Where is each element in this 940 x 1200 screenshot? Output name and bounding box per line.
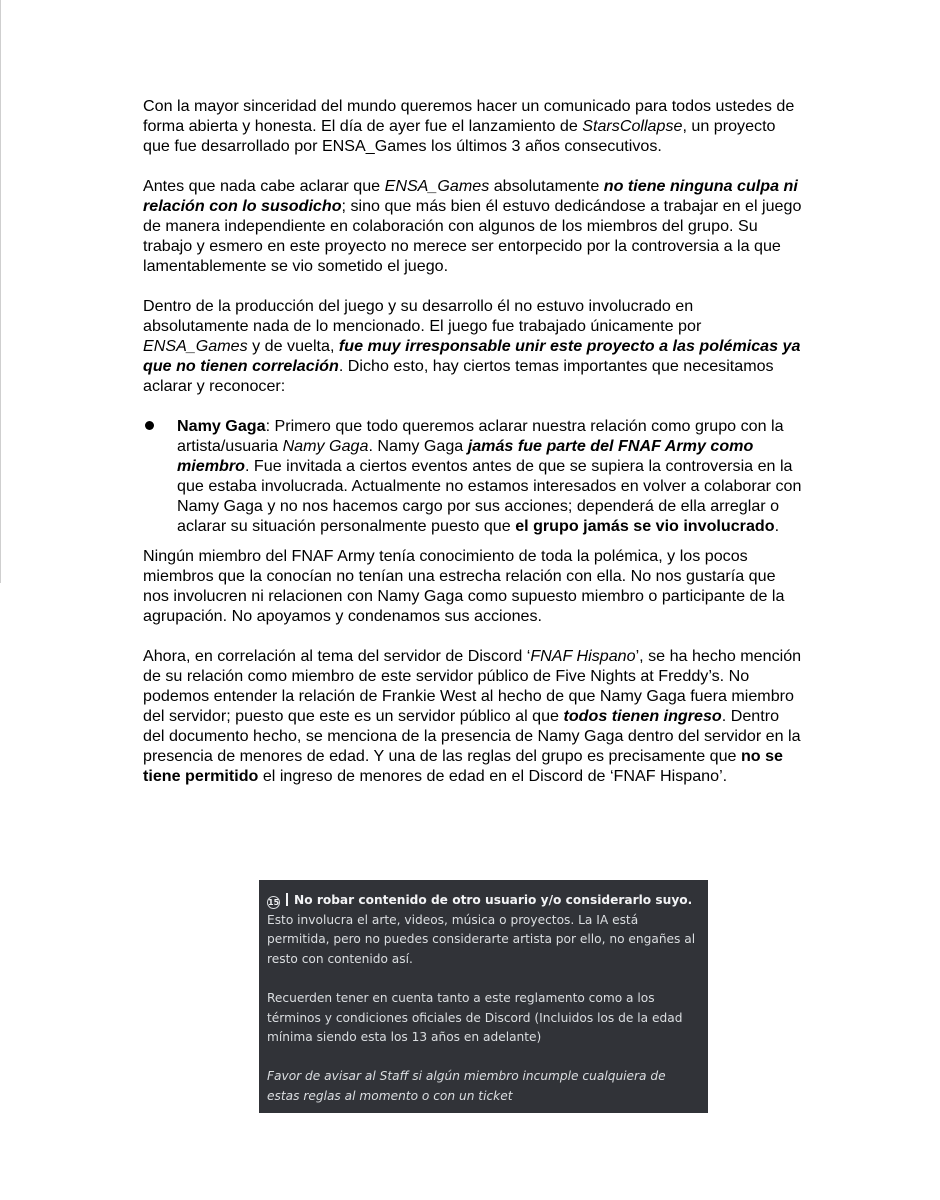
- text: , un proyecto que fue desarrollado por ENSA_Games los últimos 3 años consecutivos.: [143, 117, 776, 155]
- rule-heading: [267, 893, 692, 907]
- text: Antes que nada cabe aclarar que: [143, 177, 385, 195]
- page-left-edge: [0, 0, 1, 583]
- discord-rules-screenshot: [259, 880, 708, 1113]
- number-circle-icon: 15: [268, 898, 280, 907]
- artist-name: Namy Gaga: [282, 437, 369, 455]
- text: . Dicho esto, hay ciertos temas importantes que necesitamos aclarar y reconocer:: [143, 357, 774, 395]
- emphasis-text: no tiene ninguna culpa ni relación con lo susodicho: [143, 177, 798, 215]
- document-page: [143, 96, 803, 806]
- emphasis-text: no se tiene permitido: [143, 747, 783, 785]
- bullet-list: [143, 416, 803, 536]
- paragraph-announcement: [143, 96, 803, 156]
- paragraph-ensa-games: [143, 176, 803, 276]
- rule-body: Esto involucra el arte, videos, música o proyectos. La IA está permitida, pero no puedes considerarte artista por ello, no engañes al resto con contenido así.: [267, 912, 696, 966]
- paragraph-production: [143, 296, 803, 396]
- text: . Namy Gaga: [368, 437, 468, 455]
- game-title: StarsCollapse: [582, 117, 683, 135]
- rule-separator: [286, 893, 288, 906]
- text: . Fue invitada a ciertos eventos antes de que se supiera la controversia en la que estaba involucrada. Actualmente no estamos interesados en volver a colaborar con Namy Gaga y no nos hacemos cargo por sus acciones; dependerá de ella arreglar o aclarar su situación personalmente puesto que: [177, 457, 802, 535]
- text: Ningún miembro del FNAF Army tenía conocimiento de toda la polémica, y los pocos miembros que la conocían no tenían una estrecha relación con ella. No nos gustaría que nos involucren ni relacionen con Namy Gaga como supuesto miembro o participante de la agrupación. No apoyamos y condenamos sus acciones.: [143, 547, 785, 625]
- emphasis-text: jamás fue parte del FNAF Army como miembro: [177, 437, 754, 475]
- text: .: [774, 517, 780, 535]
- rule-15: [267, 891, 700, 969]
- emphasis-text: el grupo jamás se vio involucrado: [515, 517, 775, 535]
- emphasis-text: fue muy irresponsable unir este proyecto a las polémicas ya que no tienen correlación: [143, 337, 801, 375]
- text: ; sino que más bien él estuvo dedicándose a trabajar en el juego de manera independiente en colaboración con algunos de los miembros del grupo. Su trabajo y esmero en este proyecto no merece ser entorpecido por la controversia a la que lamentablemente se vio sometido el juego.: [143, 197, 802, 275]
- developer-name: ENSA_Games: [143, 337, 248, 355]
- emphasis-text: todos tienen ingreso: [563, 707, 722, 725]
- text: Con la mayor sinceridad del mundo queremos hacer un comunicado para todos ustedes de forma abierta y honesta. El día de ayer fue el lanzamiento de: [143, 97, 795, 135]
- paragraph-discord-server: [143, 646, 803, 786]
- developer-name: ENSA_Games: [384, 177, 490, 195]
- paragraph-fnaf-army: [143, 546, 803, 626]
- text: : Primero que todo queremos aclarar nuestra relación como grupo con la artista/usuaria: [177, 417, 784, 455]
- server-name: FNAF Hispano: [530, 647, 636, 665]
- staff-note: Favor de avisar al Staff si algún miembro incumple cualquiera de estas reglas al momento o con un ticket: [267, 1069, 666, 1103]
- rule-title: No robar contenido de otro usuario y/o considerarlo suyo.: [294, 893, 693, 907]
- bullet-dot-icon: [145, 421, 154, 430]
- bullet-heading: Namy Gaga: [177, 417, 266, 435]
- bullet-item-namy-gaga: [143, 416, 803, 536]
- text: absolutamente: [489, 177, 604, 195]
- text: ’, se ha hecho mención de su relación como miembro de este servidor público de Five Nights at Freddy’s. No podemos entender la relación de Frankie West al hecho de que Namy Gaga fuera miembro del servidor; puesto que este es un servidor público al que: [143, 647, 802, 725]
- text: el ingreso de menores de edad en el Discord de ‘FNAF Hispano’.: [258, 767, 728, 785]
- text: y de vuelta,: [247, 337, 339, 355]
- text: Ahora, en correlación al tema del servidor de Discord ‘: [143, 647, 531, 665]
- rule-reminder: Recuerden tener en cuenta tanto a este reglamento como a los términos y condiciones oficiales de Discord (Incluidos los de la edad mínima siendo esta los 13 años en adelante): [267, 990, 683, 1045]
- text: . Dentro del documento hecho, se menciona de la presencia de Namy Gaga dentro del servidor en la presencia de menores de edad. Y una de las reglas del grupo es precisamente que: [143, 707, 801, 765]
- text: Dentro de la producción del juego y su desarrollo él no estuvo involucrado en absolutamente nada de lo mencionado. El juego fue trabajado únicamente por: [143, 297, 702, 335]
